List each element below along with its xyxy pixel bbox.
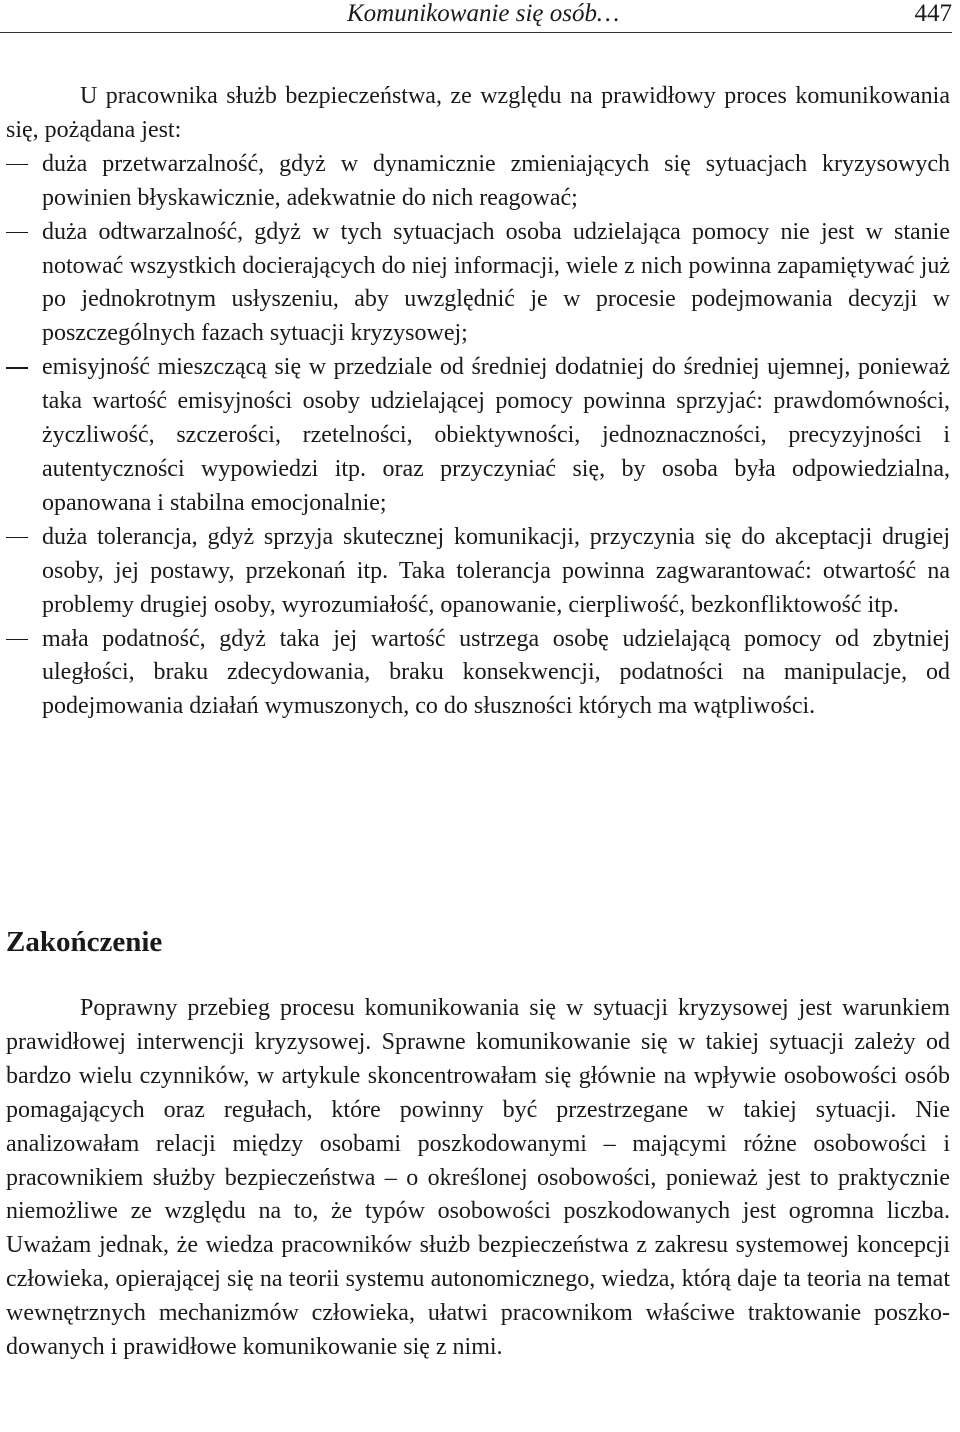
list-item-text: duża odtwarzalność, gdyż w tych sytuacjach osoba udzielająca pomocy nie jest w stanie notować wszystkich docierających do niej informacji, wiele z nich powinna zapamiętywać już po jednokrotnym usłyszeniu, aby uwzględnić je w procesie podejmowania decyzji w poszczególnych fazach sytuacji kryzysowej; — [42, 218, 950, 347]
list-item — [6, 351, 950, 521]
dash-bullet-icon — [6, 164, 28, 166]
dash-bullet-icon — [6, 232, 28, 234]
conclusion-paragraph: Poprawny przebieg procesu komunikowania się w sytuacji kryzysowej jest warunkiem prawidłowej interwencji kryzysowej. Sprawne komunikowanie się w takiej sytuacji zależy od bardzo wielu czynników, w artykule skoncentrowałam się głównie na wpływie osobowości osób pomagających oraz regułach, które powinny być przestrzegane w takiej sytuacji. Nie analizowałam relacji między osobami poszkodowanymi – mającymi różne osobowości i pracownikiem służby bezpieczeństwa – o określonej osobowości, ponieważ jest to praktycznie niemożliwe ze względu na to, że typów osobowości poszkodowanych jest ogromna liczba. Uważam jednak, że wiedza pracowników służb bezpieczeństwa z zakresu systemowej koncepcji człowieka, opierającej się na teorii systemu autonomicznego, wiedza, którą daje ta teoria na temat wewnętrznych mechanizmów człowieka, ułatwi pracownikom właściwe traktowanie poszkodowanych i prawidłowe komunikowanie się z nimi. — [6, 995, 950, 1361]
list-item — [6, 623, 950, 725]
body-section — [6, 80, 950, 724]
running-title: Komunikowanie się osób… — [347, 0, 620, 27]
dash-bullet-icon — [6, 537, 28, 539]
list-item-text: duża przetwarzalność, gdyż w dynamicznie zmieniających się sytuacjach kryzysowych powinien błyskawicznie, adekwatnie do nich reagować; — [42, 150, 950, 211]
list-item-text: duża tolerancja, gdyż sprzyja skutecznej komunikacji, przyczynia się do akceptacji drugiej osoby, jej postawy, przekonań itp. Taka tolerancja powinna zagwarantować: otwartość na problemy drugiej osoby, wyrozumiałość, opanowanie, cierpliwość, bezkonfliktowość itp. — [42, 523, 950, 618]
list-item-text: mała podatność, gdyż taka jej wartość ustrzega osobę udzielającą pomocy od zbytniej uległości, braku zdecydowania, braku konsekwencji, podatności na manipulacje, od podejmowania działań wymuszonych, co do słuszności których ma wątpliwości. — [42, 625, 950, 720]
list-item — [6, 148, 950, 216]
page-number: 447 — [914, 0, 952, 27]
dash-bullet-icon — [6, 367, 28, 369]
dash-bullet-icon — [6, 639, 28, 641]
section-heading: Zakończenie — [6, 926, 163, 958]
list-item — [6, 521, 950, 623]
intro-paragraph: U pracownika służb bezpieczeństwa, ze względu na prawidłowy proces komunikowania się, pożądana jest: — [6, 83, 950, 143]
dash-list — [6, 148, 950, 724]
list-item — [6, 216, 950, 352]
list-item-text: emisyjność mieszczącą się w przedziale od średniej dodatniej do średniej ujemnej, ponieważ taka wartość emisyjności osoby udzielającej pomocy powinna sprzyjać: prawdomówności, życzliwość, szczerości, rzetelności, obiektywności, jednoznaczności, precyzyjności i autentyczności wypowiedzi itp. oraz przyczyniać się, by osoba była odpowiedzialna, opanowana i stabilna emocjonalnie; — [42, 354, 950, 516]
running-header — [0, 0, 952, 33]
conclusion-section — [6, 992, 950, 1365]
